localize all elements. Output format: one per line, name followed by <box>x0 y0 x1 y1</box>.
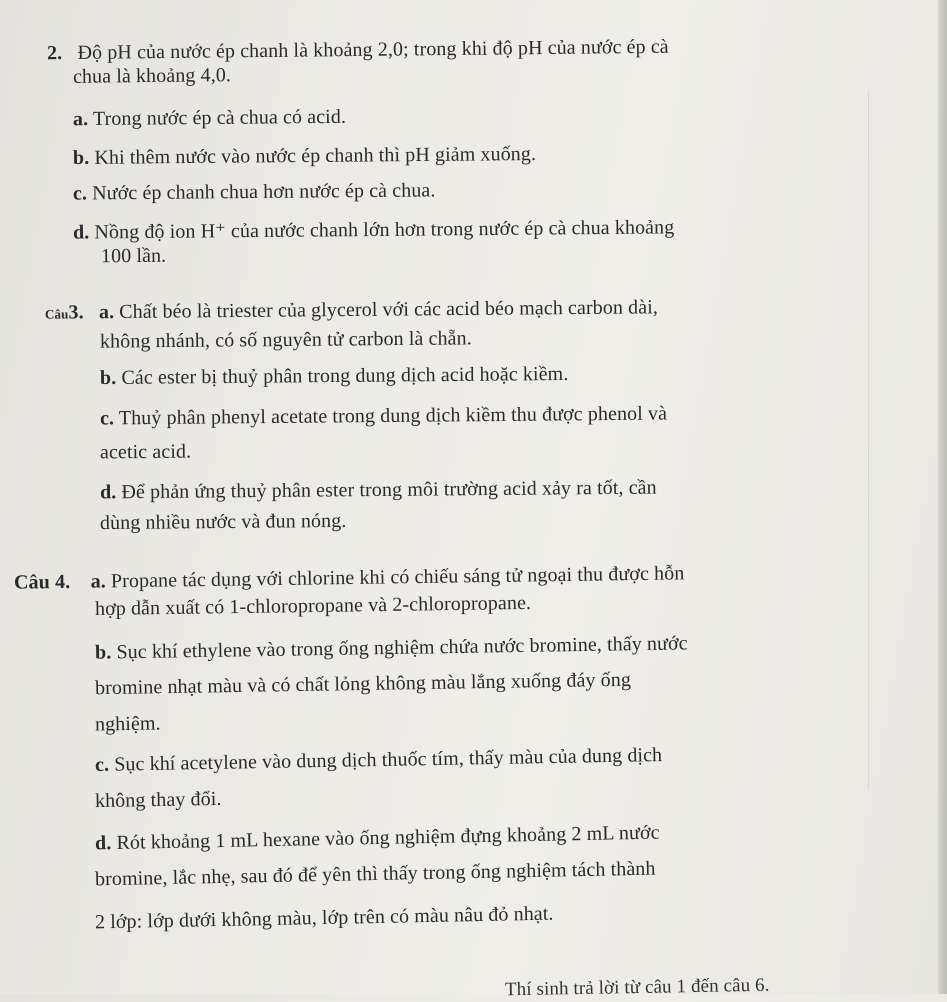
question-3-option-d-line-2: dùng nhiều nước và đun nóng. <box>99 509 347 535</box>
question-3-option-d-line-1: d. Để phản ứng thuỷ phân ester trong môi trường acid xảy ra tốt, cần <box>99 476 657 504</box>
question-2-option-d-line-2: 100 lần. <box>100 244 167 268</box>
question-4-option-b-line-3: nghiệm. <box>94 712 161 736</box>
question-4-option-d-line-3: 2 lớp: lớp dưới không màu, lớp trên có màu nâu đỏ nhạt. <box>94 902 554 934</box>
question-2-label: 2. <box>46 42 63 65</box>
question-4-option-c-line-2: không thay đổi. <box>94 787 222 813</box>
question-4-option-a-line-1: Câu 4. a. Propane tác dụng với chlorine khi có chiếu sáng tử ngoại thu được hỗn <box>13 562 685 594</box>
question-2-stem-line-1: 2. Độ pH của nước ép chanh là khoảng 2,0; trong khi độ pH của nước ép cà <box>46 35 669 65</box>
question-2-option-a: a. Trong nước ép cà chua có acid. <box>72 105 347 131</box>
page-right-edge <box>938 0 947 994</box>
question-4-label: 4. <box>54 570 71 594</box>
question-4-option-a-line-2: hợp dẫn xuất có 1-chloropropane và 2-chloropropane. <box>94 591 532 621</box>
question-4-option-b-line-2: bromine nhạt màu và có chất lỏng không màu lắng xuống đáy ống <box>94 668 632 700</box>
question-2-option-c: c. Nước ép chanh chua hơn nước ép cà chua. <box>72 179 436 205</box>
question-3-option-b: b. Các ester bị thuỷ phân trong dung dịch acid hoặc kiềm. <box>99 362 569 390</box>
page-edge-shadow <box>868 90 869 790</box>
question-3-option-c-line-2: acetic acid. <box>99 440 192 464</box>
question-3-label: 3. <box>68 301 84 324</box>
question-4-option-d-line-2: bromine, lắc nhẹ, sau đó để yên thì thấy trong ống nghiệm tách thành <box>94 857 656 891</box>
question-2-option-b: b. Khi thêm nước vào nước ép chanh thì pH giảm xuống. <box>72 142 537 170</box>
question-3-prefix: Câu <box>44 306 69 322</box>
question-4-option-d-line-1: d. Rót khoảng 1 mL hexane vào ống nghiệm đựng khoảng 2 mL nước <box>94 821 660 855</box>
question-2-option-d-line-1: d. Nồng độ ion H⁺ của nước chanh lớn hơn trong nước ép cà chua khoảng <box>72 216 675 244</box>
question-4-option-b-line-1: b. Sục khí ethylene vào trong ống nghiệm chứa nước bromine, thấy nước <box>94 632 688 664</box>
question-4-option-c-line-1: c. Sục khí acetylene vào dung dịch thuốc tím, thấy màu của dung dịch <box>94 744 663 776</box>
question-3-option-a-line-2: không nhánh, có số nguyên tử carbon là chẵn. <box>99 327 472 353</box>
question-2-stem-line-2: chua là khoảng 4,0. <box>72 64 232 88</box>
question-3-option-c-line-1: c. Thuỷ phân phenyl acetate trong dung dịch kiềm thu được phenol và <box>99 402 668 430</box>
footer-instruction: Thí sinh trả lời từ câu 1 đến câu 6. <box>504 974 770 1001</box>
question-4-prefix: Câu <box>13 571 51 594</box>
question-3-option-a-line-1: Câu3. a. Chất béo là triester của glycerol với các acid béo mạch carbon dài, <box>44 296 659 324</box>
